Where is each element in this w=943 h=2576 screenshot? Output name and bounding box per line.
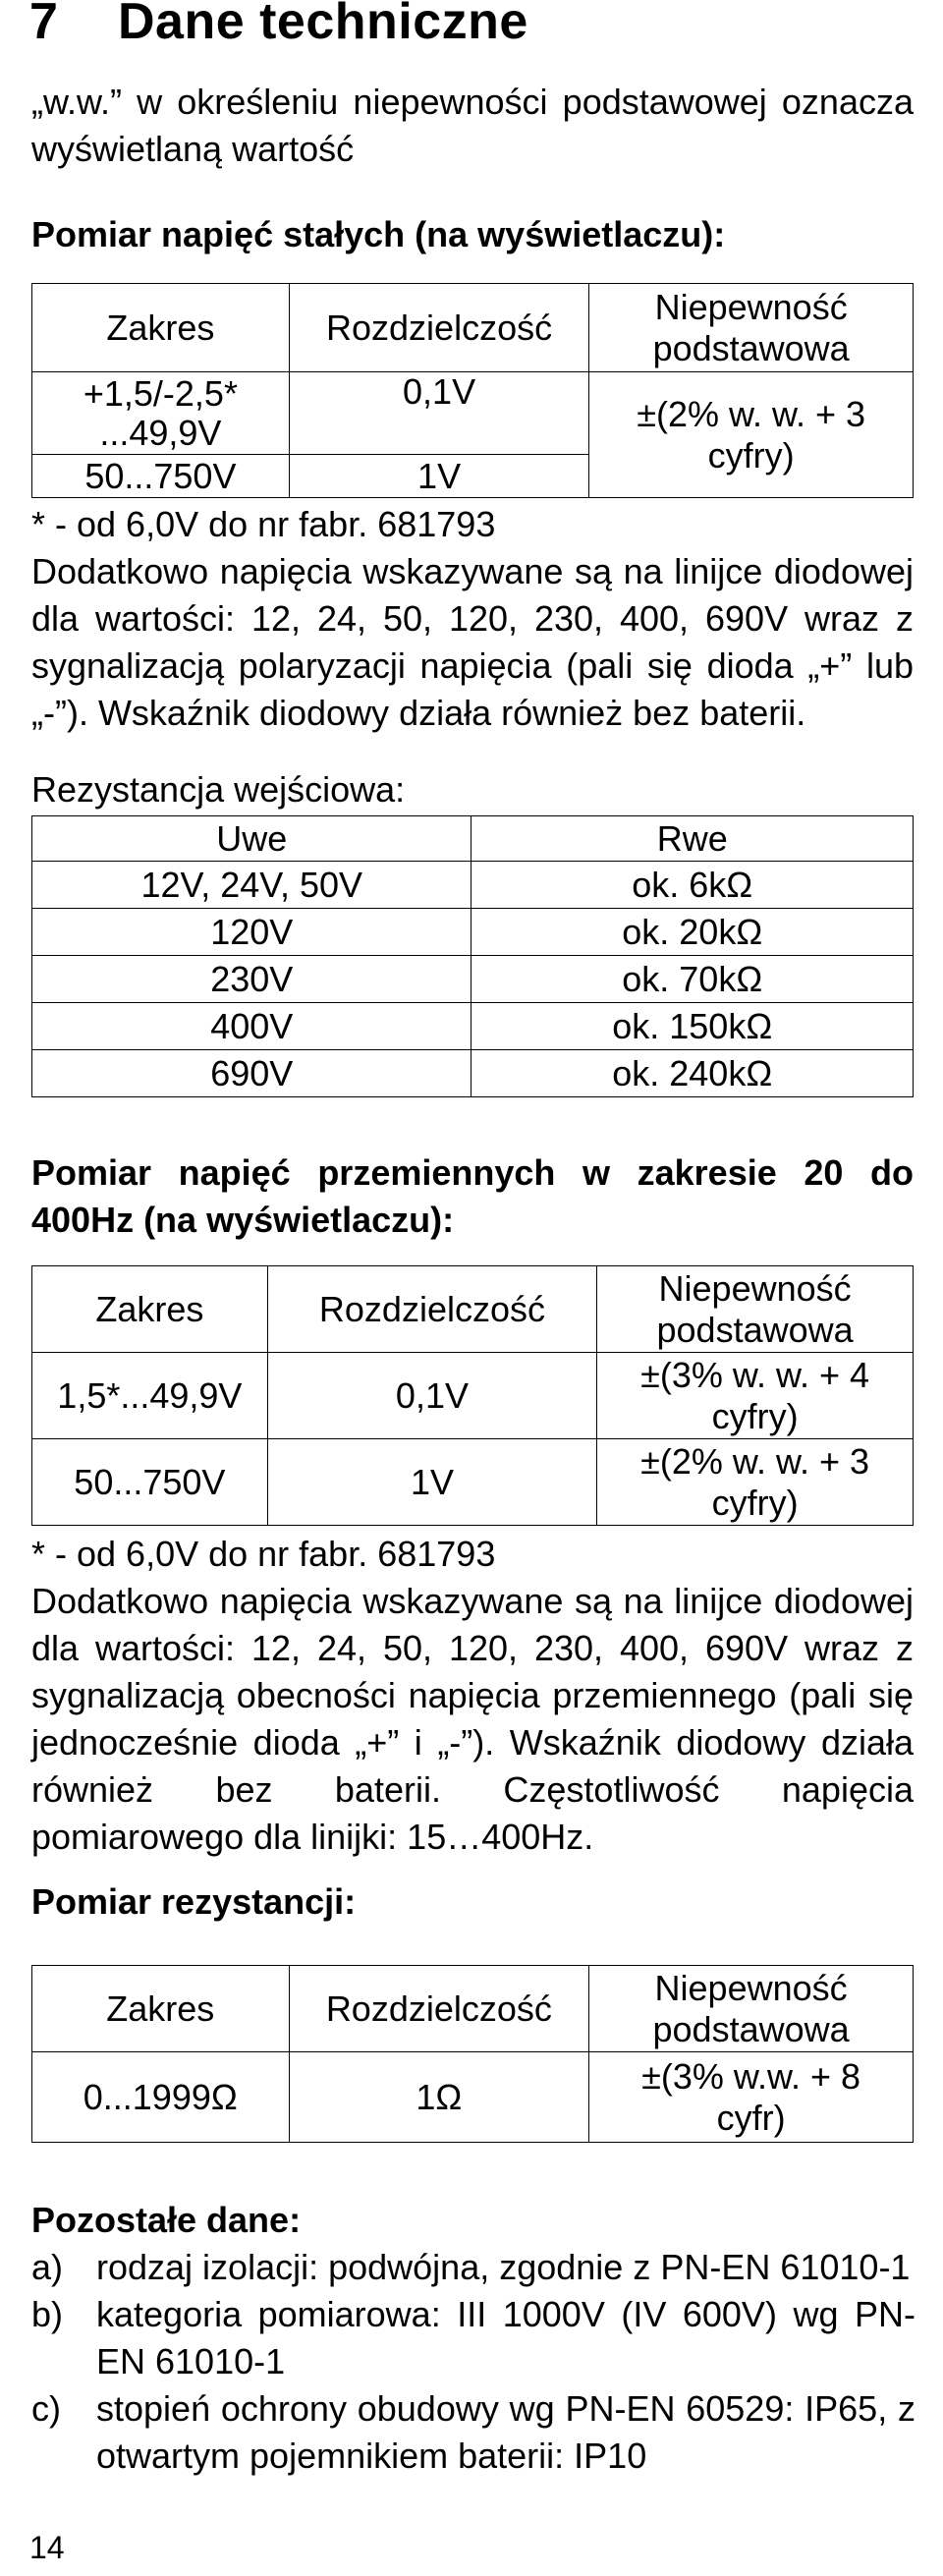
- table-cell: 0...1999Ω: [32, 2052, 290, 2143]
- table-cell: 120V: [32, 909, 472, 956]
- other-data-list: [31, 2244, 915, 2480]
- list-item: [31, 2244, 915, 2291]
- header-cell: Rwe: [472, 816, 914, 862]
- section-number: 7: [29, 0, 59, 50]
- table-row: [32, 1353, 914, 1439]
- res-table: [31, 1965, 914, 2143]
- table-row: [32, 862, 914, 909]
- table-row: [32, 909, 914, 956]
- section-title-text: Dane techniczne: [118, 0, 528, 50]
- table-cell: 400V: [32, 1003, 472, 1050]
- list-item-text: stopień ochrony obudowy wg PN-EN 60529: IP65, z otwartym pojemnikiem baterii: IP10: [96, 2388, 915, 2476]
- table-cell: ok. 20kΩ: [472, 909, 914, 956]
- header-cell: Uwe: [32, 816, 472, 862]
- table-cell: ±(3% w. w. + 4 cyfry): [597, 1353, 914, 1439]
- table-cell: 690V: [32, 1050, 472, 1097]
- list-marker: b): [31, 2294, 64, 2334]
- ac-heading: Pomiar napięć przemiennych w zakresie 20 do 400Hz (na wyświetlaczu):: [31, 1152, 914, 1240]
- list-marker: a): [31, 2247, 64, 2287]
- dc-extra-text: Dodatkowo napięcia wskazywane są na linijce diodowej dla wartości: 12, 24, 50, 120, 230, 400, 690V wraz z sygnalizacją polaryzacji napięcia (pali się dioda „+” lub „-”). Wskaźnik diodowy działa również bez baterii.: [31, 551, 914, 733]
- ac-extra-text: Dodatkowo napięcia wskazywane są na linijce diodowej dla wartości: 12, 24, 50, 120, 230, 400, 690V wraz z sygnalizacją obecności napięcia przemiennego (pali się jednocześnie dioda „+” i „-”). Wskaźnik diodowy działa również bez baterii. Częstotliwość napięcia pomiarowego dla linijki: 15…400Hz.: [31, 1581, 914, 1857]
- table-cell: 50...750V: [32, 455, 290, 498]
- table-cell: 1,5*...49,9V: [32, 1353, 268, 1439]
- table-cell: ±(2% w. w. + 3 cyfry): [597, 1439, 914, 1526]
- header-cell: Niepewność podstawowa: [589, 284, 914, 372]
- list-item: [31, 2385, 915, 2480]
- table-cell: ±(2% w. w. + 3 cyfry): [589, 372, 914, 498]
- header-cell: Zakres: [32, 284, 290, 372]
- header-cell: Niepewność podstawowa: [589, 1966, 914, 2052]
- section-title: [29, 0, 528, 51]
- table-row: [32, 1003, 914, 1050]
- table-header-row: [32, 816, 914, 862]
- ac-footnote: * - od 6,0V do nr fabr. 681793: [31, 1534, 496, 1574]
- header-cell: Rozdzielczość: [267, 1266, 596, 1353]
- res-heading: Pomiar rezystancji:: [31, 1881, 357, 1922]
- list-item-text: kategoria pomiarowa: III 1000V (IV 600V) wg PN-EN 61010-1: [96, 2294, 915, 2381]
- header-cell: Zakres: [32, 1966, 290, 2052]
- table-cell: 0,1V: [267, 1353, 596, 1439]
- table-header-row: [32, 1266, 914, 1353]
- table-cell: 1V: [289, 455, 588, 498]
- header-cell: Zakres: [32, 1266, 268, 1353]
- table-row: [32, 372, 914, 455]
- table-header-row: [32, 284, 914, 372]
- table-row: [32, 2052, 914, 2143]
- table-cell: 1Ω: [289, 2052, 589, 2143]
- resistance-label: Rezystancja wejściowa:: [31, 769, 406, 810]
- input-resistance-table: [31, 815, 914, 1097]
- header-cell: Rozdzielczość: [289, 1966, 589, 2052]
- table-cell: 1V: [267, 1439, 596, 1526]
- table-cell: ok. 6kΩ: [472, 862, 914, 909]
- table-cell: ok. 70kΩ: [472, 956, 914, 1003]
- table-cell: ±(3% w.w. + 8 cyfr): [589, 2052, 914, 2143]
- table-cell: 50...750V: [32, 1439, 268, 1526]
- table-cell: ok. 150kΩ: [472, 1003, 914, 1050]
- list-item: [31, 2291, 915, 2385]
- other-heading: Pozostałe dane:: [31, 2200, 302, 2240]
- intro-text: „w.w.” w określeniu niepewności podstawowej oznacza wyświetlaną wartość: [31, 82, 914, 169]
- ac-table: [31, 1265, 914, 1526]
- dc-footnote: * - od 6,0V do nr fabr. 681793: [31, 504, 496, 544]
- header-cell: Rozdzielczość: [289, 284, 588, 372]
- list-marker: c): [31, 2388, 61, 2429]
- table-cell: 12V, 24V, 50V: [32, 862, 472, 909]
- table-row: [32, 956, 914, 1003]
- dc-heading: Pomiar napięć stałych (na wyświetlaczu):: [31, 214, 726, 254]
- header-cell: Niepewność podstawowa: [597, 1266, 914, 1353]
- table-row: [32, 1050, 914, 1097]
- table-cell: 0,1V: [289, 372, 588, 455]
- table-cell: 230V: [32, 956, 472, 1003]
- table-cell: ok. 240kΩ: [472, 1050, 914, 1097]
- page-number: 14: [29, 2530, 65, 2565]
- list-item-text: rodzaj izolacji: podwójna, zgodnie z PN-EN 61010-1: [96, 2247, 911, 2287]
- dc-table: [31, 283, 914, 498]
- table-cell: +1,5/-2,5* ...49,9V: [32, 372, 290, 455]
- table-row: [32, 1439, 914, 1526]
- table-header-row: [32, 1966, 914, 2052]
